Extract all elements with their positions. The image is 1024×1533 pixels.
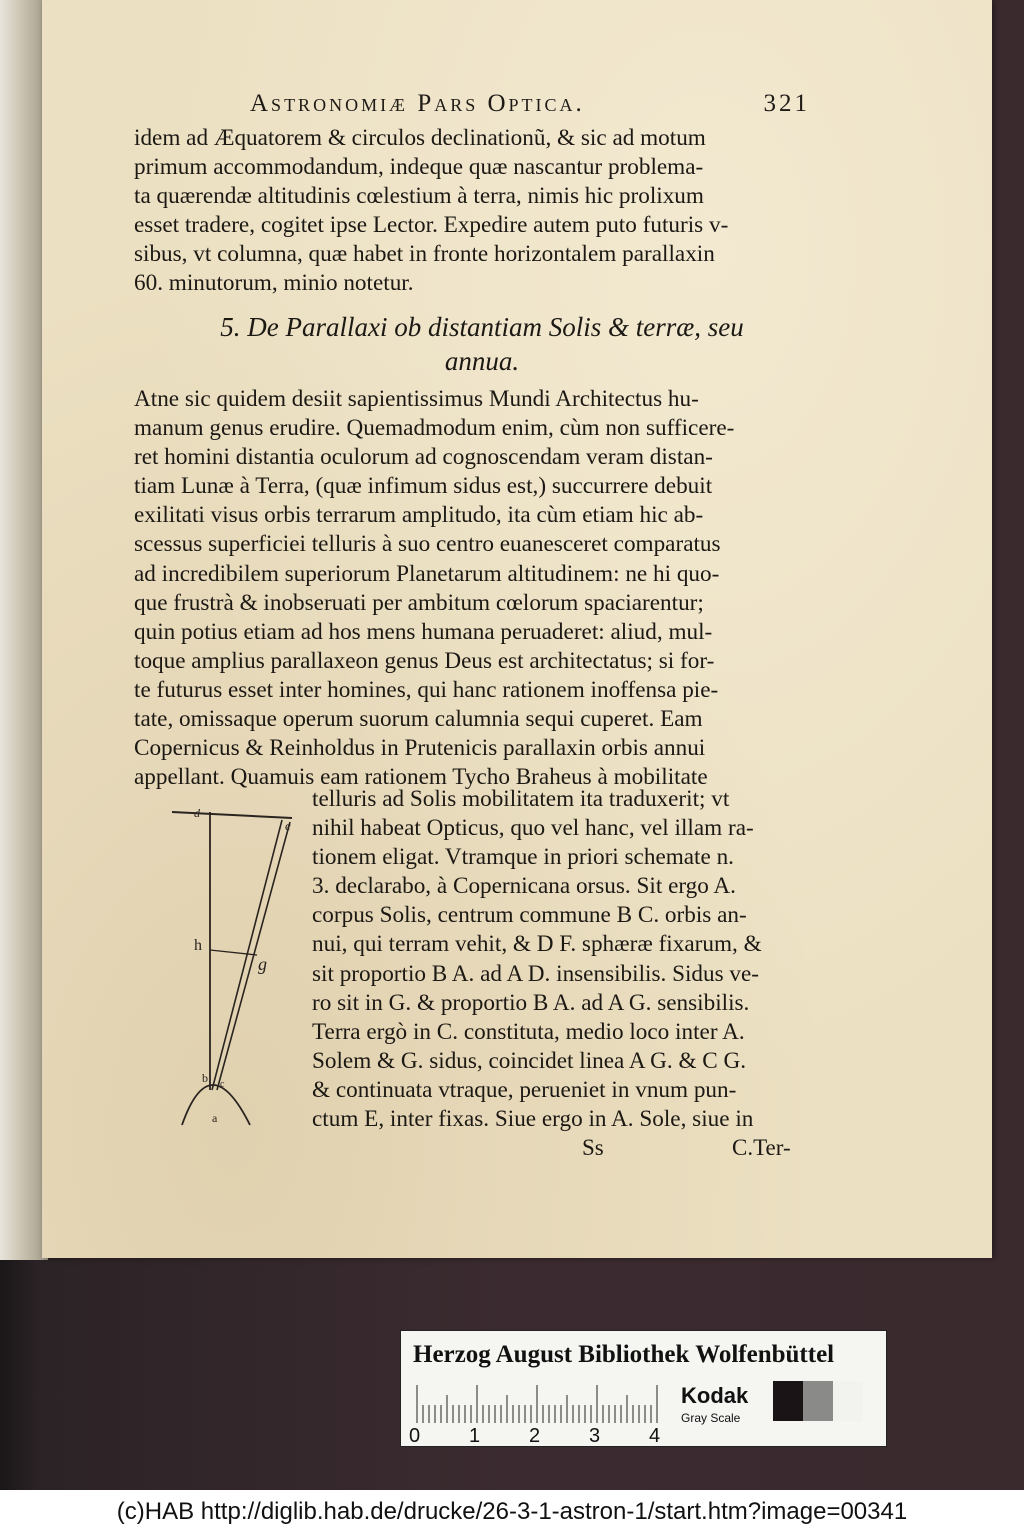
paragraph-1 [134,124,814,299]
text-line: ctum E, inter fixas. Siue ergo in A. Sole, siue in [312,1106,754,1133]
paragraph-2 [134,385,814,792]
text-line: tiam Lunæ à Terra, (quæ infimum sidus est,) succurrere debuit [134,473,713,500]
text-line: appellant. Quamuis eam rationem Tycho Braheus à mobilitate [134,764,708,791]
scale-ruler [415,1383,665,1423]
text-line: corpus Solis, centrum commune B C. orbis an- [312,902,747,929]
text-line: tate, omissaque operum suorum calumnia sequi cuperet. Eam [134,706,703,733]
text-line: ret homini distantia oculorum ad cognoscendam veram distan- [134,444,713,471]
text-line: esset tradere, cogitet ipse Lector. Expedire autem puto futuris v- [134,212,729,239]
label-d: d [194,806,200,820]
section-heading [142,310,822,378]
running-header [250,90,810,120]
ruler-number: 3 [589,1425,601,1447]
text-line: toque amplius parallaxeon genus Deus est architectatus; si for- [134,647,715,674]
previous-page-edge [0,0,48,1260]
source-url-footer: (c)HAB http://diglib.hab.de/drucke/26-3-1-astron-1/start.htm?image=00341 [0,1490,1024,1533]
text-line: sibus, vt columna, quæ habet in fronte horizontalem parallaxin [134,241,715,268]
text-line: quin potius etiam ad hos mens humana peruaderet: aliud, mul- [134,618,713,645]
text-line: te futurus esset inter homines, qui hanc rationem inoffensa pie- [134,676,719,703]
color-reference-bar [400,1330,887,1447]
gray-swatch [773,1381,803,1421]
text-line: & continuata vtraque, perueniet in vnum pun- [312,1076,737,1103]
gray-swatches [773,1381,863,1421]
catchword: C.Ter- [732,1135,791,1160]
text-line: Solem & G. sidus, coincidet linea A G. & C G. [312,1047,747,1074]
signature-mark: Ss [582,1135,604,1160]
label-c: c [220,1079,225,1090]
text-line: ad incredibilem superiorum Planetarum altitudinem: ne hi quo- [134,560,720,587]
text-line: primum accommodandum, indeque quæ nascantur problema- [134,154,704,181]
text-line: Terra ergò in C. constituta, medio loco inter A. [312,1018,745,1045]
gray-swatch [833,1381,863,1421]
text-line: nui, qui terram vehit, & D F. sphæræ fixarum, & [312,931,762,958]
ruler-number: 4 [649,1425,661,1447]
text-line: ro sit in G. & proportio B A. ad A G. sensibilis. [312,989,750,1016]
text-line: ta quærendæ altitudinis cœlestium à terra, nimis hic prolixum [134,183,704,210]
library-name: Herzog August Bibliothek Wolfenbüttel [413,1341,835,1368]
paragraph-3 [312,785,812,1134]
label-a: a [212,1111,218,1125]
text-line: exilitati visus orbis terrarum amplitudo, ita cùm etiam hic ab- [134,502,704,529]
text-line: telluris ad Solis mobilitatem ita traduxerit; vt [312,786,730,812]
book-page [42,0,992,1258]
text-line: nihil habeat Opticus, quo vel hanc, vel illam ra- [312,815,754,842]
gray-scale-label: Gray Scale [681,1411,741,1425]
text-line: 60. minutorum, minio notetur. [134,270,414,297]
ruler-number: 1 [469,1425,481,1447]
parallax-diagram [172,800,292,1130]
text-line: tionem eligat. Vtramque in priori schemate n. [312,844,734,871]
text-line: idem ad Æquatorem & circulos declinationũ, & sic ad motum [134,125,706,151]
running-title: Astronomiæ Pars Optica. [250,90,585,117]
text-line: que frustrà & inobseruati per ambitum cœlorum spaciarentur; [134,589,704,616]
heading-line: 5. De Parallaxi ob distantiam Solis & terræ, seu [220,312,744,342]
text-line: sit proportio B A. ad A D. insensibilis. Sidus ve- [312,960,760,987]
ruler-number: 0 [409,1425,421,1447]
label-b: b [202,1071,208,1085]
label-g: g [258,954,267,974]
gray-swatch [803,1381,833,1421]
text-line: 3. declarabo, à Copernicana orsus. Sit ergo A. [312,873,736,900]
ruler-number: 2 [529,1425,541,1447]
label-e: e [285,818,291,833]
kodak-brand: Kodak [681,1383,749,1408]
text-line: Copernicus & Reinholdus in Prutenicis parallaxin orbis annui [134,735,706,762]
page-number: 321 [763,90,810,117]
text-line: scessus superficiei telluris à suo centro euanesceret comparatus [134,531,721,558]
label-h: h [194,937,202,954]
text-line: manum genus erudire. Quemadmodum enim, cùm non sufficere- [134,415,735,442]
text-line: Atne sic quidem desiit sapientissimus Mundi Architectus hu- [134,386,699,412]
kodak-label [681,1383,748,1425]
heading-line: annua. [444,346,520,376]
